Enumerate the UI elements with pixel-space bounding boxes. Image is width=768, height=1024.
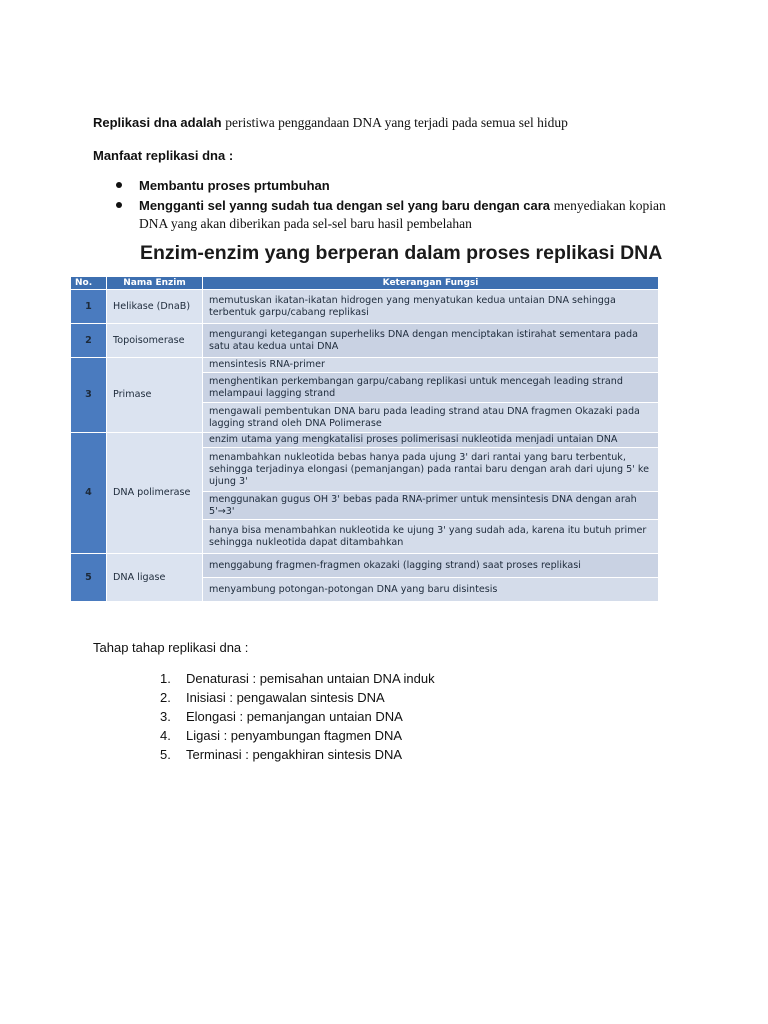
table-header-row — [71, 277, 659, 290]
enzyme-no: 4 — [71, 433, 107, 554]
intro-paragraph — [93, 114, 568, 132]
table-row — [71, 554, 659, 578]
list-item — [160, 707, 435, 726]
enzyme-table — [70, 276, 659, 602]
enzyme-function: hanya bisa menambahkan nukleotida ke ujung 3' yang sudah ada, karena itu butuh primer sehingga nukleotida dapat ditambahkan — [203, 520, 659, 554]
enzyme-function: menggunakan gugus OH 3' bebas pada RNA-primer untuk mensintesis DNA dengan arah 5'→3' — [203, 492, 659, 520]
intro-definition: peristiwa penggandaan DNA yang terjadi pada semua sel hidup — [225, 115, 568, 130]
enzyme-function: menghentikan perkembangan garpu/cabang replikasi untuk mencegah leading strand melampaui lagging strand — [203, 373, 659, 403]
tahap-heading: Tahap tahap replikasi dna : — [93, 640, 249, 655]
table-row — [71, 433, 659, 448]
enzyme-function: menambahkan nukleotida bebas hanya pada ujung 3' dari rantai yang baru terbentuk, sehingga terjadinya elongasi (pemanjangan) pada rantai baru dengan arah dari ujung 5' ke ujung 3' — [203, 448, 659, 492]
step-text: Ligasi : penyambungan ftagmen DNA — [186, 728, 403, 743]
step-number: 1. — [160, 671, 171, 686]
header-no: No. — [71, 277, 107, 290]
list-item — [160, 745, 435, 764]
header-name: Nama Enzim — [107, 277, 203, 290]
enzyme-function: mensintesis RNA-primer — [203, 358, 659, 373]
enzyme-figure — [70, 242, 663, 604]
table-row — [71, 358, 659, 373]
step-number: 3. — [160, 709, 171, 724]
list-item — [160, 688, 435, 707]
manfaat-item-bold: Membantu proses prtumbuhan — [139, 178, 330, 193]
figure-title: Enzim-enzim yang berperan dalam proses replikasi DNA — [140, 242, 663, 264]
bullet-icon — [116, 202, 122, 208]
manfaat-item-bold: Mengganti sel yanng sudah tua dengan sel yang baru dengan cara — [139, 198, 551, 213]
enzyme-function: mengawali pembentukan DNA baru pada leading strand atau DNA fragmen Okazaki pada lagging strand oleh DNA Polimerase — [203, 403, 659, 433]
step-text: Elongasi : pemanjangan untaian DNA — [186, 709, 403, 724]
enzyme-no: 2 — [71, 324, 107, 358]
enzyme-no: 3 — [71, 358, 107, 433]
enzyme-name: Topoisomerase — [107, 324, 203, 358]
list-item — [114, 197, 674, 233]
step-text: Denaturasi : pemisahan untaian DNA induk — [186, 671, 435, 686]
manfaat-item-rest: menyediakan kopian DNA yang akan diberikan pada sel-sel baru hasil pembelahan — [139, 198, 666, 231]
list-item — [114, 177, 674, 195]
step-number: 5. — [160, 747, 171, 762]
enzyme-function: menyambung potongan-potongan DNA yang baru disintesis — [203, 578, 659, 602]
list-item — [160, 669, 435, 688]
enzyme-name: Helikase (DnaB) — [107, 290, 203, 324]
enzyme-no: 1 — [71, 290, 107, 324]
intro-term: Replikasi dna adalah — [93, 115, 222, 130]
step-text: Inisiasi : pengawalan sintesis DNA — [186, 690, 385, 705]
enzyme-name: DNA polimerase — [107, 433, 203, 554]
enzyme-function: enzim utama yang mengkatalisi proses polimerisasi nukleotida menjadi untaian DNA — [203, 433, 659, 448]
step-number: 4. — [160, 728, 171, 743]
enzyme-function: mengurangi ketegangan superheliks DNA dengan menciptakan istirahat sementara pada satu atau kedua untai DNA — [203, 324, 659, 358]
enzyme-function: memutuskan ikatan-ikatan hidrogen yang menyatukan kedua untaian DNA sehingga terbentuk garpu/cabang replikasi — [203, 290, 659, 324]
bullet-icon — [116, 182, 122, 188]
manfaat-heading: Manfaat replikasi dna : — [93, 148, 234, 163]
enzyme-function: menggabung fragmen-fragmen okazaki (lagging strand) saat proses replikasi — [203, 554, 659, 578]
header-desc: Keterangan Fungsi — [203, 277, 659, 290]
manfaat-list — [114, 177, 674, 235]
step-text: Terminasi : pengakhiran sintesis DNA — [186, 747, 403, 762]
enzyme-name: DNA ligase — [107, 554, 203, 602]
table-row — [71, 324, 659, 358]
enzyme-name: Primase — [107, 358, 203, 433]
table-row — [71, 290, 659, 324]
list-item — [160, 726, 435, 745]
enzyme-no: 5 — [71, 554, 107, 602]
tahap-list — [160, 669, 435, 764]
step-number: 2. — [160, 690, 171, 705]
